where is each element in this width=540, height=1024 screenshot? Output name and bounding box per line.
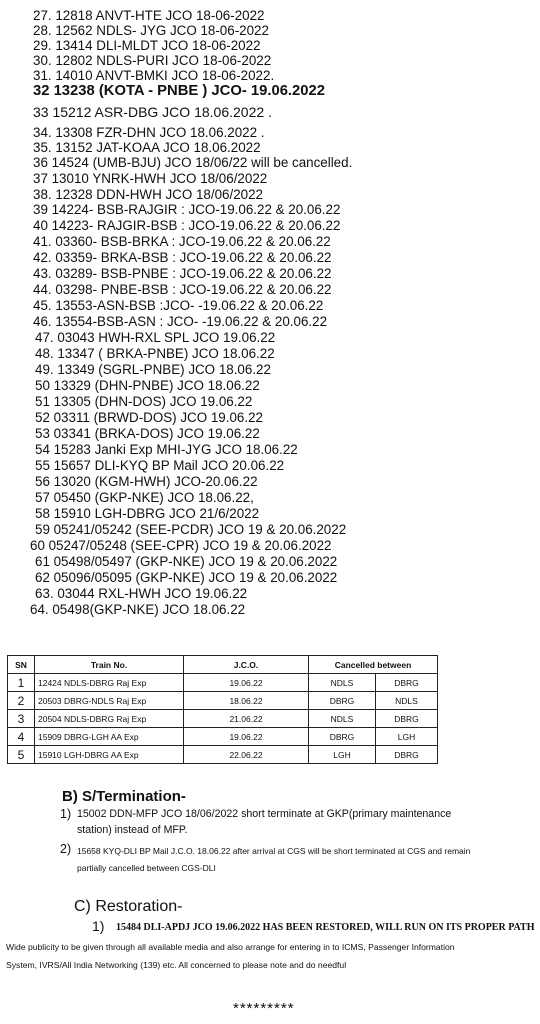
row-cancelled-from: NDLS: [309, 710, 376, 728]
train-line-23: 49. 13349 (SGRL-PNBE) JCO 18.06.22: [35, 362, 271, 377]
restoration-heading: C) Restoration-: [74, 898, 183, 915]
restoration-item-1: 15484 DLI-APDJ JCO 19.06.2022 HAS BEEN RESTORED, WILL RUN ON ITS PROPER PATH: [116, 922, 535, 933]
table-row: [8, 746, 438, 764]
row-train-no: 12424 NDLS-DBRG Raj Exp: [35, 674, 184, 692]
termination-item-2-line-2: partially cancelled between CGS-DLI: [77, 863, 216, 873]
row-cancelled-from: LGH: [309, 746, 376, 764]
train-line-5: 31. 14010 ANVT-BMKI JCO 18-06-2022.: [33, 68, 275, 83]
train-line-1: 27. 12818 ANVT-HTE JCO 18-06-2022: [33, 8, 265, 23]
train-line-10: 36 14524 (UMB-BJU) JCO 18/06/22 will be cancelled.: [33, 155, 353, 170]
termination-item-1-line-1: 15002 DDN-MFP JCO 18/06/2022 short terminate at GKP(primary maintenance: [77, 808, 452, 820]
train-line-26: 52 03311 (BRWD-DOS) JCO 19.06.22: [35, 410, 263, 425]
train-line-17: 43. 03289- BSB-PNBE : JCO-19.06.22 & 20.06.22: [33, 266, 332, 281]
train-line-30: 56 13020 (KGM-HWH) JCO-20.06.22: [35, 474, 258, 489]
train-line-32: 58 15910 LGH-DBRG JCO 21/6/2022: [35, 506, 260, 521]
row-cancelled-from: NDLS: [309, 674, 376, 692]
table-row: [8, 674, 438, 692]
train-line-28: 54 15283 Janki Exp MHI-JYG JCO 18.06.22: [35, 442, 298, 457]
train-line-37: 63. 03044 RXL-HWH JCO 19.06.22: [35, 586, 248, 601]
train-line-3: 29. 13414 DLI-MLDT JCO 18-06-2022: [33, 38, 261, 53]
row-train-no: 20504 NDLS-DBRG Raj Exp: [35, 710, 184, 728]
header-train-no: Train No.: [35, 656, 184, 674]
train-line-12: 38. 12328 DDN-HWH JCO 18/06/2022: [33, 187, 263, 202]
footer-asterisks: *********: [233, 1000, 295, 1017]
header-cancelled-between: Cancelled between: [309, 656, 438, 674]
row-sn: 1: [8, 674, 35, 692]
row-sn: 3: [8, 710, 35, 728]
row-cancelled-to: DBRG: [376, 674, 438, 692]
train-line-11: 37 13010 YNRK-HWH JCO 18/06/2022: [33, 171, 268, 186]
header-jco: J.C.O.: [184, 656, 309, 674]
row-jco: 18.06.22: [184, 692, 309, 710]
train-line-34: 60 05247/05248 (SEE-CPR) JCO 19 & 20.06.2022: [30, 538, 332, 553]
table-row: [8, 692, 438, 710]
header-sn: SN: [8, 656, 35, 674]
cancellation-table: [7, 655, 438, 764]
termination-item-2-line-1: 15658 KYQ-DLI BP Mail J.C.O. 18.06.22 after arrival at CGS will be short terminated at CGS and remain: [77, 846, 471, 856]
restoration-item-1-number: 1): [92, 918, 105, 934]
row-jco: 19.06.22: [184, 674, 309, 692]
train-line-16: 42. 03359- BRKA-BSB : JCO-19.06.22 & 20.06.22: [33, 250, 332, 265]
row-sn: 4: [8, 728, 35, 746]
row-cancelled-to: LGH: [376, 728, 438, 746]
row-train-no: 15909 DBRG-LGH AA Exp: [35, 728, 184, 746]
row-sn: 5: [8, 746, 35, 764]
train-line-19: 45. 13553-ASN-BSB :JCO- -19.06.22 & 20.06.22: [33, 298, 324, 313]
termination-item-2-number: 2): [60, 842, 72, 856]
train-line-6: 32 13238 (KOTA - PNBE ) JCO- 19.06.2022: [33, 83, 325, 99]
train-line-24: 50 13329 (DHN-PNBE) JCO 18.06.22: [35, 378, 260, 393]
row-cancelled-to: DBRG: [376, 746, 438, 764]
row-sn: 2: [8, 692, 35, 710]
train-line-18: 44. 03298- PNBE-BSB : JCO-19.06.22 & 20.06.22: [33, 282, 332, 297]
row-jco: 19.06.22: [184, 728, 309, 746]
train-line-14: 40 14223- RAJGIR-BSB : JCO-19.06.22 & 20.06.22: [33, 218, 341, 233]
train-line-29: 55 15657 DLI-KYQ BP Mail JCO 20.06.22: [35, 458, 285, 473]
train-line-8: 34. 13308 FZR-DHN JCO 18.06.2022 .: [33, 125, 265, 140]
train-line-7: 33 15212 ASR-DBG JCO 18.06.2022 .: [33, 104, 272, 120]
publicity-line-1: Wide publicity to be given through all available media and also arrange for entering in to ICMS, Passenger Information: [6, 942, 455, 952]
termination-item-1-line-2: station) instead of MFP.: [77, 824, 188, 836]
table-row: [8, 710, 438, 728]
row-cancelled-to: DBRG: [376, 710, 438, 728]
termination-heading: B) S/Termination-: [62, 788, 186, 805]
train-line-33: 59 05241/05242 (SEE-PCDR) JCO 19 & 20.06.2022: [35, 522, 347, 537]
table-header-row: [8, 656, 438, 674]
train-line-25: 51 13305 (DHN-DOS) JCO 19.06.22: [35, 394, 253, 409]
train-line-38: 64. 05498(GKP-NKE) JCO 18.06.22: [30, 602, 246, 617]
train-line-27: 53 03341 (BRKA-DOS) JCO 19.06.22: [35, 426, 260, 441]
termination-item-1-number: 1): [60, 807, 72, 821]
row-cancelled-from: DBRG: [309, 692, 376, 710]
train-line-20: 46. 13554-BSB-ASN : JCO- -19.06.22 & 20.06.22: [33, 314, 328, 329]
row-jco: 21.06.22: [184, 710, 309, 728]
train-line-22: 48. 13347 ( BRKA-PNBE) JCO 18.06.22: [35, 346, 275, 361]
train-line-36: 62 05096/05095 (GKP-NKE) JCO 19 & 20.06.2022: [35, 570, 338, 585]
row-train-no: 15910 LGH-DBRG AA Exp: [35, 746, 184, 764]
train-line-21: 47. 03043 HWH-RXL SPL JCO 19.06.22: [35, 330, 276, 345]
row-cancelled-to: NDLS: [376, 692, 438, 710]
publicity-line-2: System, IVRS/All India Networking (139) etc. All concerned to please note and do needful: [6, 960, 347, 970]
row-train-no: 20503 DBRG-NDLS Raj Exp: [35, 692, 184, 710]
row-jco: 22.06.22: [184, 746, 309, 764]
train-line-13: 39 14224- BSB-RAJGIR : JCO-19.06.22 & 20.06.22: [33, 202, 341, 217]
train-line-9: 35. 13152 JAT-KOAA JCO 18.06.2022: [33, 140, 261, 155]
train-line-4: 30. 12802 NDLS-PURI JCO 18-06-2022: [33, 53, 272, 68]
train-line-2: 28. 12562 NDLS- JYG JCO 18-06-2022: [33, 23, 269, 38]
train-line-15: 41. 03360- BSB-BRKA : JCO-19.06.22 & 20.06.22: [33, 234, 331, 249]
train-line-31: 57 05450 (GKP-NKE) JCO 18.06.22,: [35, 490, 254, 505]
table-row: [8, 728, 438, 746]
train-line-35: 61 05498/05497 (GKP-NKE) JCO 19 & 20.06.2022: [35, 554, 338, 569]
row-cancelled-from: DBRG: [309, 728, 376, 746]
